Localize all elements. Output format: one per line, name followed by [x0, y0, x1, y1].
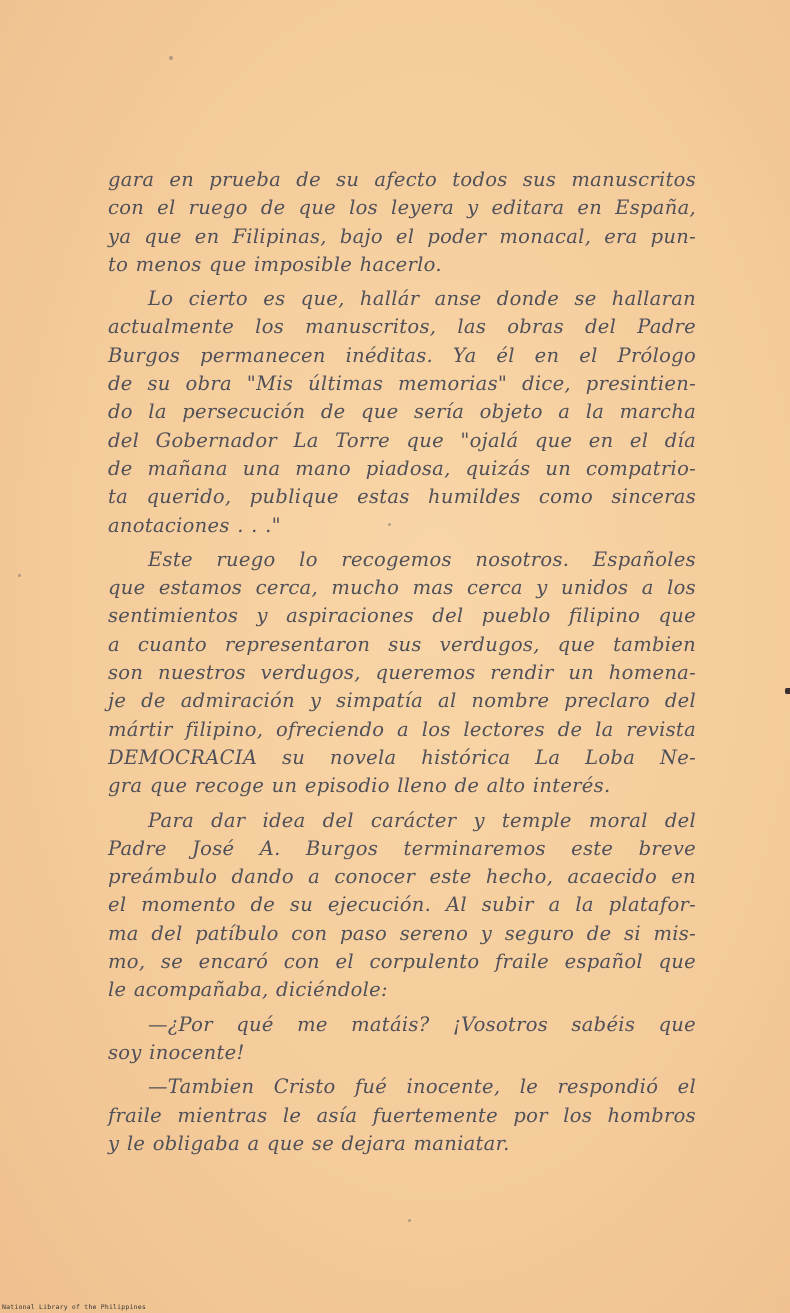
- text-line: preámbulo dando a conocer este hecho, acaecido en: [108, 865, 696, 889]
- text-line: mo, se encaró con el corpulento fraile español que: [108, 950, 696, 974]
- paragraph: [108, 807, 696, 1005]
- text-line: Padre José A. Burgos terminaremos este breve: [108, 836, 696, 860]
- text-line: to menos que imposible hacerlo.: [108, 252, 442, 276]
- text-line: actualmente los manuscritos, las obras del Padre: [108, 315, 696, 339]
- text-line: ta querido, publique estas humildes como sinceras: [108, 485, 696, 509]
- text-line: je de admiración y simpatía al nombre preclaro del: [108, 689, 696, 713]
- text-line: Lo cierto es que, hallár anse donde se hallaran: [148, 287, 696, 311]
- paragraph: [108, 166, 696, 279]
- library-credit: National Library of the Philippines: [2, 1303, 146, 1311]
- text-line: que estamos cerca, mucho mas cerca y unidos a los: [108, 576, 696, 600]
- paragraph: [108, 285, 696, 540]
- paragraph: [108, 1011, 696, 1068]
- paragraph: [108, 546, 696, 801]
- text-line: mártir filipino, ofreciendo a los lectores de la revista: [108, 717, 696, 741]
- text-line: el momento de su ejecución. Al subir a la platafor-: [108, 893, 696, 917]
- dust-speck: [169, 56, 173, 60]
- text-line: gra que recoge un episodio lleno de alto interés.: [108, 774, 611, 798]
- text-line: le acompañaba, diciéndole:: [108, 978, 388, 1002]
- paragraph: [108, 1073, 696, 1158]
- text-line: a cuanto representaron sus verdugos, que tambien: [108, 632, 696, 656]
- text-line: sentimientos y aspiraciones del pueblo filipino que: [108, 604, 696, 628]
- text-line: del Gobernador La Torre que "ojalá que en el día: [108, 428, 696, 452]
- text-line: ma del patíbulo con paso sereno y seguro de si mis-: [108, 921, 696, 945]
- dust-speck: [18, 574, 21, 577]
- body-text: [108, 166, 696, 1164]
- text-line: y le obligaba a que se dejara maniatar.: [108, 1131, 510, 1155]
- text-line: con el ruego de que los leyera y editara en España,: [108, 196, 696, 220]
- text-line: —Tambien Cristo fué inocente, le respondió el: [148, 1075, 696, 1099]
- dust-speck: [408, 1219, 411, 1222]
- text-line: DEMOCRACIA su novela histórica La Loba Ne-: [108, 745, 696, 769]
- text-line: Para dar idea del carácter y temple moral del: [148, 808, 696, 832]
- text-line: de mañana una mano piadosa, quizás un compatrio-: [108, 456, 696, 480]
- text-line: ya que en Filipinas, bajo el poder monacal, era pun-: [108, 224, 696, 248]
- text-line: de su obra "Mis últimas memorias" dice, presintien-: [108, 372, 696, 396]
- text-line: anotaciones . . .": [108, 513, 281, 537]
- text-line: —¿Por qué me matáis? ¡Vosotros sabéis que: [148, 1012, 696, 1036]
- text-line: Burgos permanecen inéditas. Ya él en el Prólogo: [108, 343, 696, 367]
- page-edge-mark: [785, 688, 790, 694]
- text-line: son nuestros verdugos, queremos rendir un homena-: [108, 661, 696, 685]
- text-line: Este ruego lo recogemos nosotros. Españoles: [148, 547, 696, 571]
- text-line: fraile mientras le asía fuertemente por los hombros: [108, 1103, 696, 1127]
- text-line: gara en prueba de su afecto todos sus manuscritos: [108, 168, 696, 191]
- text-line: soy inocente!: [108, 1040, 245, 1064]
- text-line: do la persecución de que sería objeto a la marcha: [108, 400, 696, 424]
